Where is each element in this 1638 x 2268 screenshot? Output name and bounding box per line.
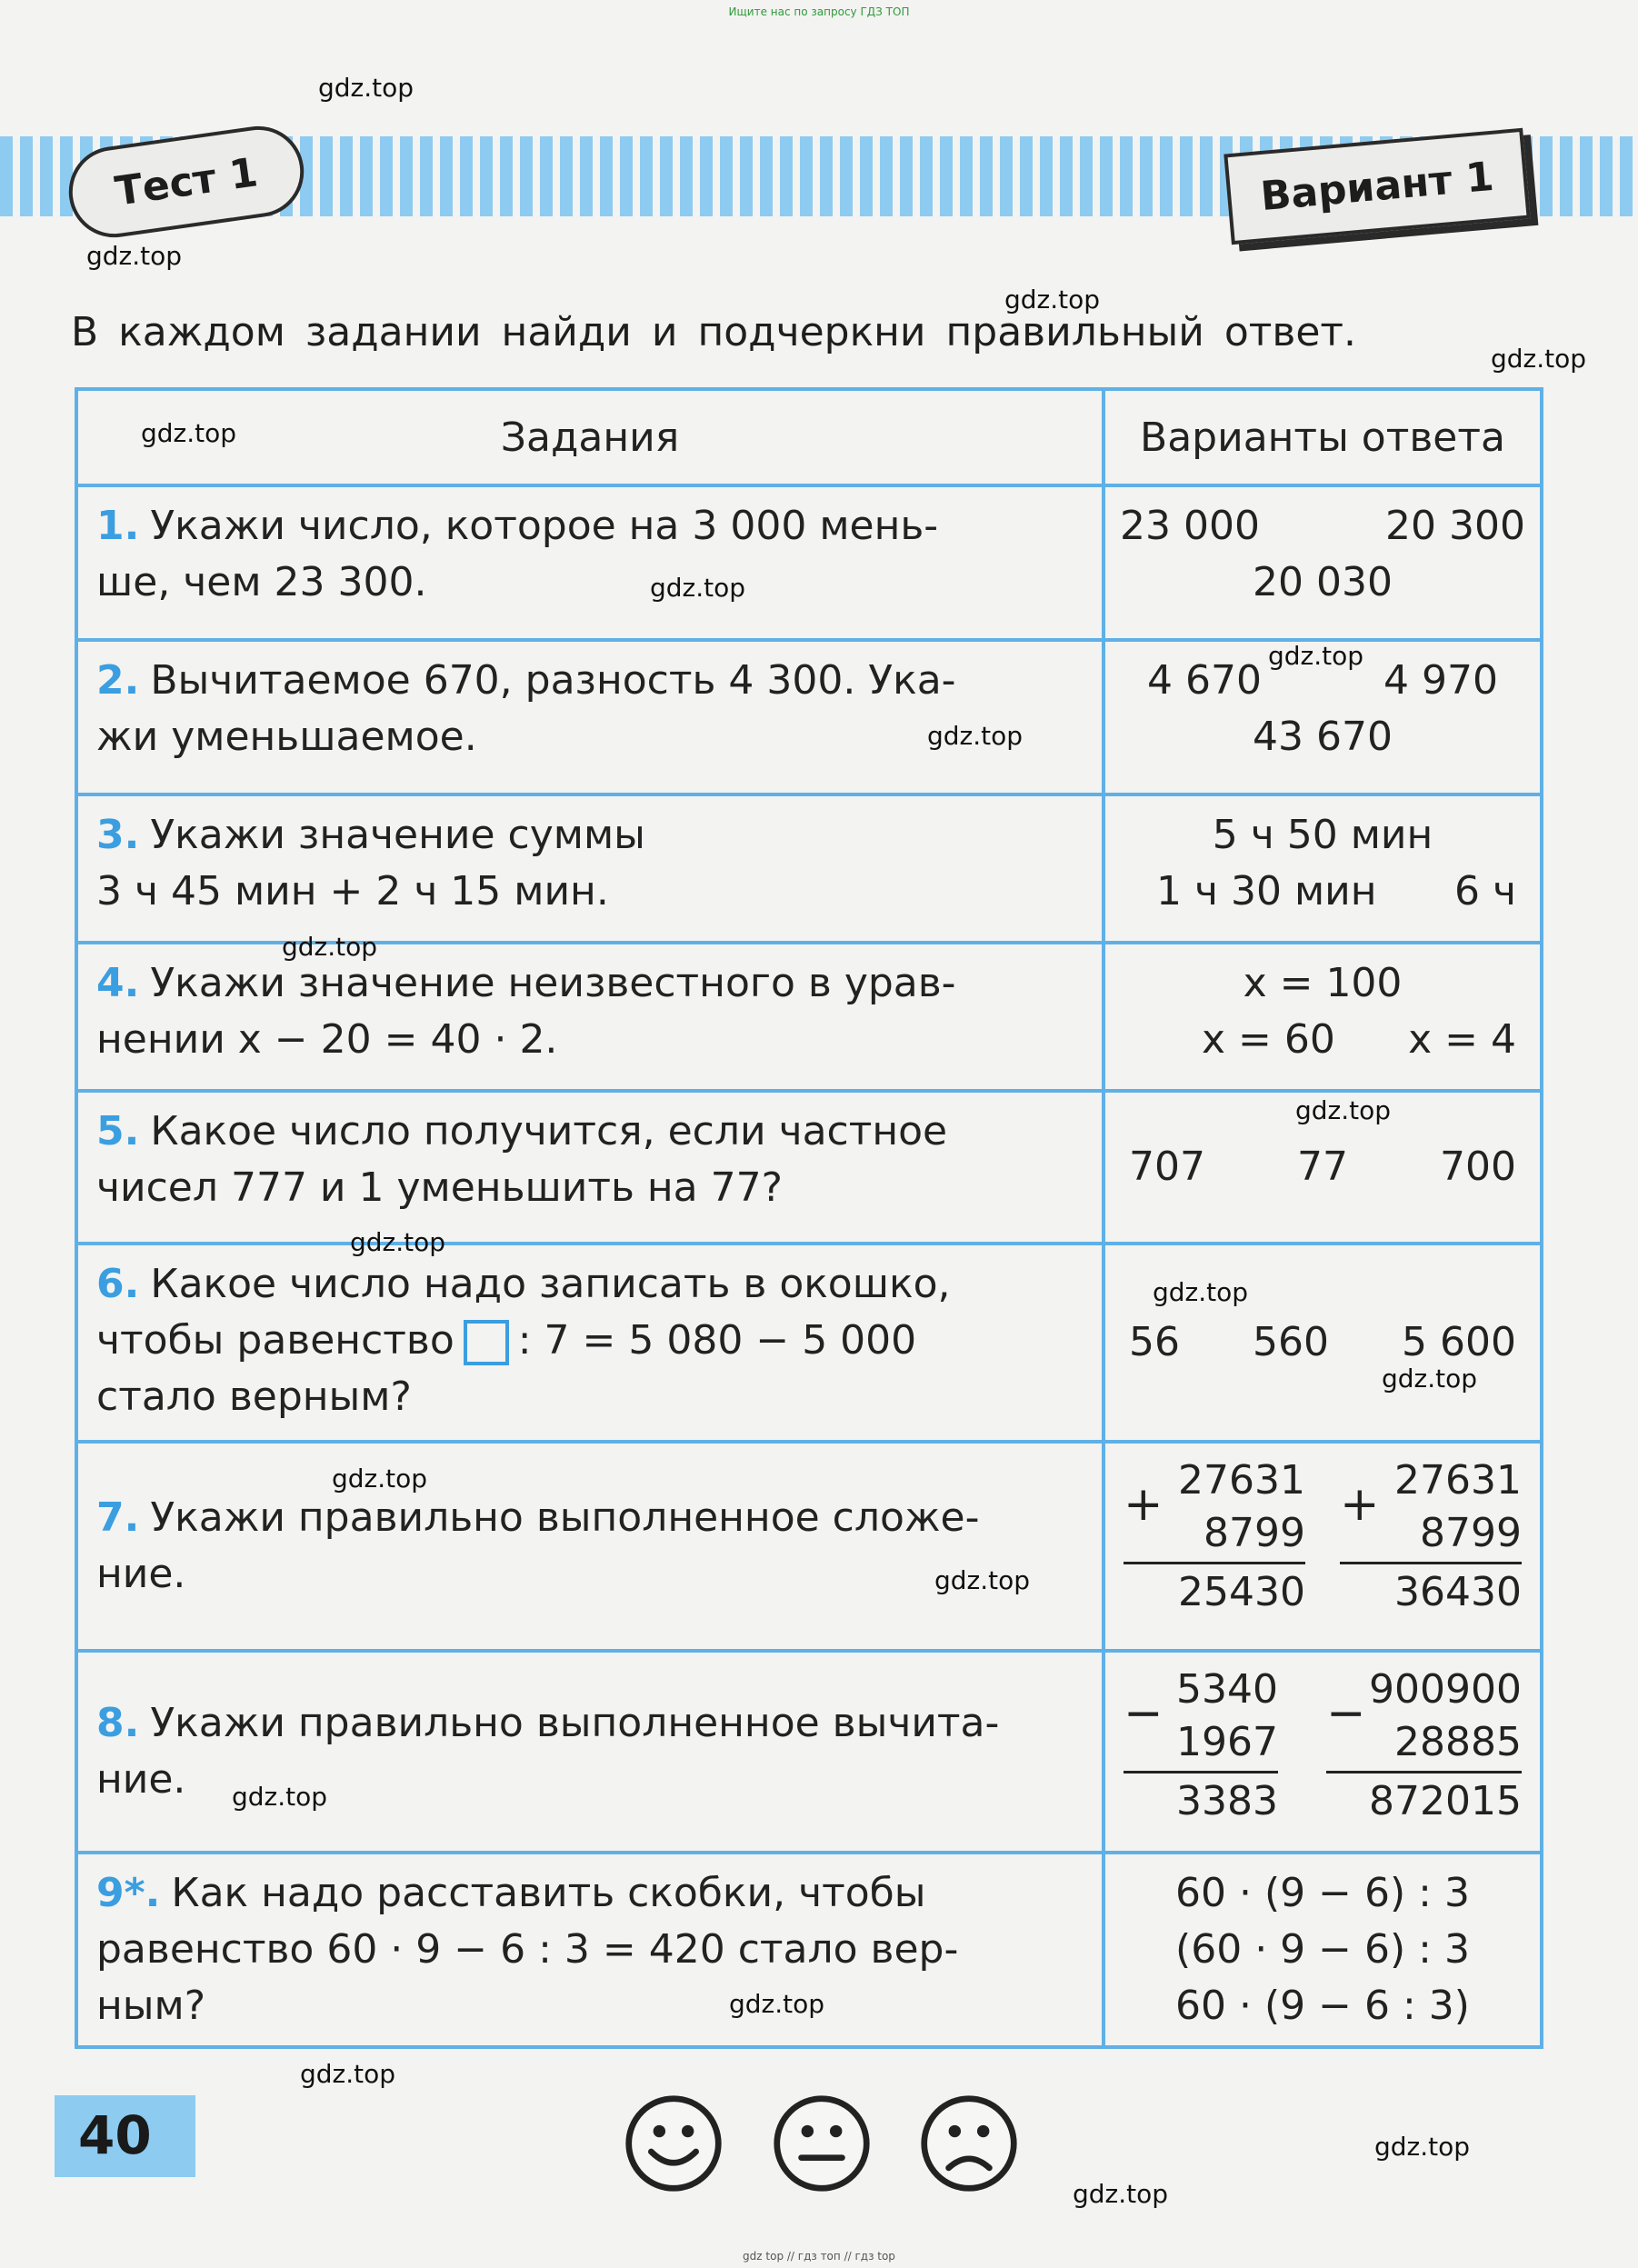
test-label: Тест 1 [112,148,261,215]
task-number: 4. [96,960,140,1006]
task-text: чисел 777 и 1 уменьшить на 77? [96,1164,783,1211]
task-text: Какое число надо записать в окошко, [150,1261,951,1307]
answer-cell [1104,1244,1542,1442]
task-text: ше, чем 23 300. [96,559,427,605]
watermark: gdz.top [1382,1364,1478,1394]
watermark: gdz.top [141,418,237,448]
answer-box[interactable] [464,1320,509,1365]
instruction: В каждом задании найди и подчеркни правильный ответ. [71,309,1357,355]
task-number: 1. [96,503,140,549]
bottom-note: gdz top // гдз топ // гдз top [743,2250,895,2263]
answer-option[interactable]: 5 ч 50 мин [1212,812,1433,858]
result-line [1326,1771,1522,1773]
column-subtraction[interactable] [1124,1664,1278,1828]
task-text: Укажи значение суммы [150,812,645,858]
result-line [1124,1771,1278,1773]
watermark: gdz.top [1374,2132,1471,2162]
watermark: gdz.top [729,1989,825,2019]
result: 36430 [1394,1569,1522,1615]
answer-option[interactable]: 23 000 [1120,503,1260,549]
task-text: нении x − 20 = 40 · 2. [96,1016,558,1063]
task-text: Вычитаемое 670, разность 4 300. Ука- [150,657,956,704]
task-row [76,1442,1542,1651]
operand: 5340 [1176,1666,1278,1713]
answer-option[interactable]: 20 300 [1385,503,1525,549]
smiley-happy-icon[interactable] [623,2093,724,2194]
task-text: равенство 60 · 9 − 6 : 3 = 420 стало вер- [96,1926,959,1973]
task-text: Укажи число, которое на 3 000 мень- [150,503,939,549]
column-addition[interactable] [1124,1454,1305,1619]
task-text: чтобы равенство [96,1317,454,1364]
answer-option[interactable]: (60 · 9 − 6) : 3 [1175,1926,1470,1973]
task-row [76,485,1542,640]
result-line [1124,1562,1305,1564]
watermark: gdz.top [927,721,1024,751]
answer-option[interactable]: 707 [1129,1144,1205,1190]
page-number-block [55,2095,195,2177]
answer-option[interactable]: 5 600 [1402,1319,1516,1365]
task-cell [76,1244,1104,1442]
smiley-sad-icon[interactable] [918,2093,1020,2194]
task-row [76,1651,1542,1853]
task-text: стало верным? [96,1374,412,1420]
task-text: Как надо расставить скобки, чтобы [171,1870,926,1916]
task-cell [76,1442,1104,1651]
watermark: gdz.top [86,241,183,271]
watermark: gdz.top [232,1782,328,1812]
answer-option[interactable]: 700 [1440,1144,1516,1190]
task-cell [76,943,1104,1091]
watermark: gdz.top [350,1227,446,1257]
minus-sign: − [1124,1686,1164,1741]
watermark: gdz.top [1153,1277,1249,1307]
answer-cell [1104,1651,1542,1853]
answer-option[interactable]: 560 [1253,1319,1329,1365]
page-number: 40 [78,2104,152,2166]
answer-option[interactable]: x = 4 [1408,1016,1516,1063]
answer-option[interactable]: 20 030 [1253,559,1393,605]
task-cell [76,794,1104,943]
task-text: Укажи значение неизвестного в урав- [150,960,956,1006]
answer-option[interactable]: 1 ч 30 мин [1156,868,1377,914]
answer-option[interactable]: 43 670 [1253,714,1393,760]
task-cell [76,640,1104,794]
watermark: gdz.top [650,573,746,603]
variant-label: Вариант 1 [1258,153,1496,220]
smiley-neutral-icon[interactable] [771,2093,873,2194]
task-text: Какое число получится, если частное [150,1108,948,1154]
operand: 900900 [1369,1666,1522,1713]
plus-sign: + [1124,1477,1164,1532]
column-addition[interactable] [1340,1454,1522,1619]
task-number: 5. [96,1108,140,1154]
column-subtraction[interactable] [1326,1664,1522,1828]
answer-cell [1104,1853,1542,2047]
task-text: ным? [96,1983,206,2029]
result: 25430 [1178,1569,1305,1615]
task-number: 6. [96,1261,140,1307]
task-row [76,1244,1542,1442]
task-text: ние. [96,1551,186,1597]
task-number: 2. [96,657,140,704]
answer-cell [1104,943,1542,1091]
answer-option[interactable]: 56 [1129,1319,1180,1365]
task-number: 7. [96,1494,140,1541]
minus-sign: − [1326,1686,1366,1741]
task-cell [76,1853,1104,2047]
task-cell [76,1091,1104,1244]
answer-option[interactable]: 6 ч [1454,868,1516,914]
table-header-row [76,389,1542,485]
watermark: gdz.top [934,1565,1031,1595]
task-text: ние. [96,1756,186,1803]
top-note: Ищите нас по запросу ГДЗ ТОП [728,5,910,18]
operand: 8799 [1204,1510,1305,1556]
watermark: gdz.top [332,1464,428,1494]
task-text: Укажи правильно выполненное сложе- [150,1494,980,1541]
answer-cell [1104,794,1542,943]
task-cell [76,485,1104,640]
answer-option[interactable]: 60 · (9 − 6 : 3) [1175,1983,1470,2029]
watermark: gdz.top [1491,344,1587,374]
header-answers: Варианты ответа [1104,389,1542,485]
watermark: gdz.top [318,73,414,103]
operand: 27631 [1394,1457,1522,1504]
task-number: 8. [96,1700,140,1746]
watermark: gdz.top [1073,2179,1169,2209]
operand: 1967 [1176,1719,1278,1765]
task-text: жи уменьшаемое. [96,714,477,760]
answer-cell [1104,1442,1542,1651]
answer-option[interactable]: 60 · (9 − 6) : 3 [1175,1870,1470,1916]
answer-option[interactable]: 77 [1297,1144,1348,1190]
header-tasks: Задания [76,389,1104,485]
task-row [76,794,1542,943]
result: 3383 [1176,1778,1278,1824]
task-number: 3. [96,812,140,858]
operand: 27631 [1178,1457,1305,1504]
plus-sign: + [1340,1477,1380,1532]
task-text: Укажи правильно выполненное вычита- [150,1700,1000,1746]
task-number: 9*. [96,1870,161,1916]
watermark: gdz.top [1295,1095,1392,1125]
operand: 28885 [1394,1719,1522,1765]
answer-option[interactable]: 4 970 [1383,657,1498,704]
answer-option[interactable]: x = 60 [1202,1016,1335,1063]
operand: 8799 [1420,1510,1522,1556]
answer-option[interactable]: x = 100 [1243,960,1403,1006]
task-cell [76,1651,1104,1853]
watermark: gdz.top [1004,285,1101,315]
watermark: gdz.top [300,2059,396,2089]
watermark: gdz.top [1268,641,1364,671]
result-line [1340,1562,1522,1564]
task-text: 3 ч 45 мин + 2 ч 15 мин. [96,868,609,914]
task-row [76,943,1542,1091]
result: 872015 [1369,1778,1522,1824]
answer-cell [1104,485,1542,640]
task-text: : 7 = 5 080 − 5 000 [517,1317,917,1364]
answer-option[interactable]: 4 670 [1147,657,1262,704]
watermark: gdz.top [282,932,378,962]
